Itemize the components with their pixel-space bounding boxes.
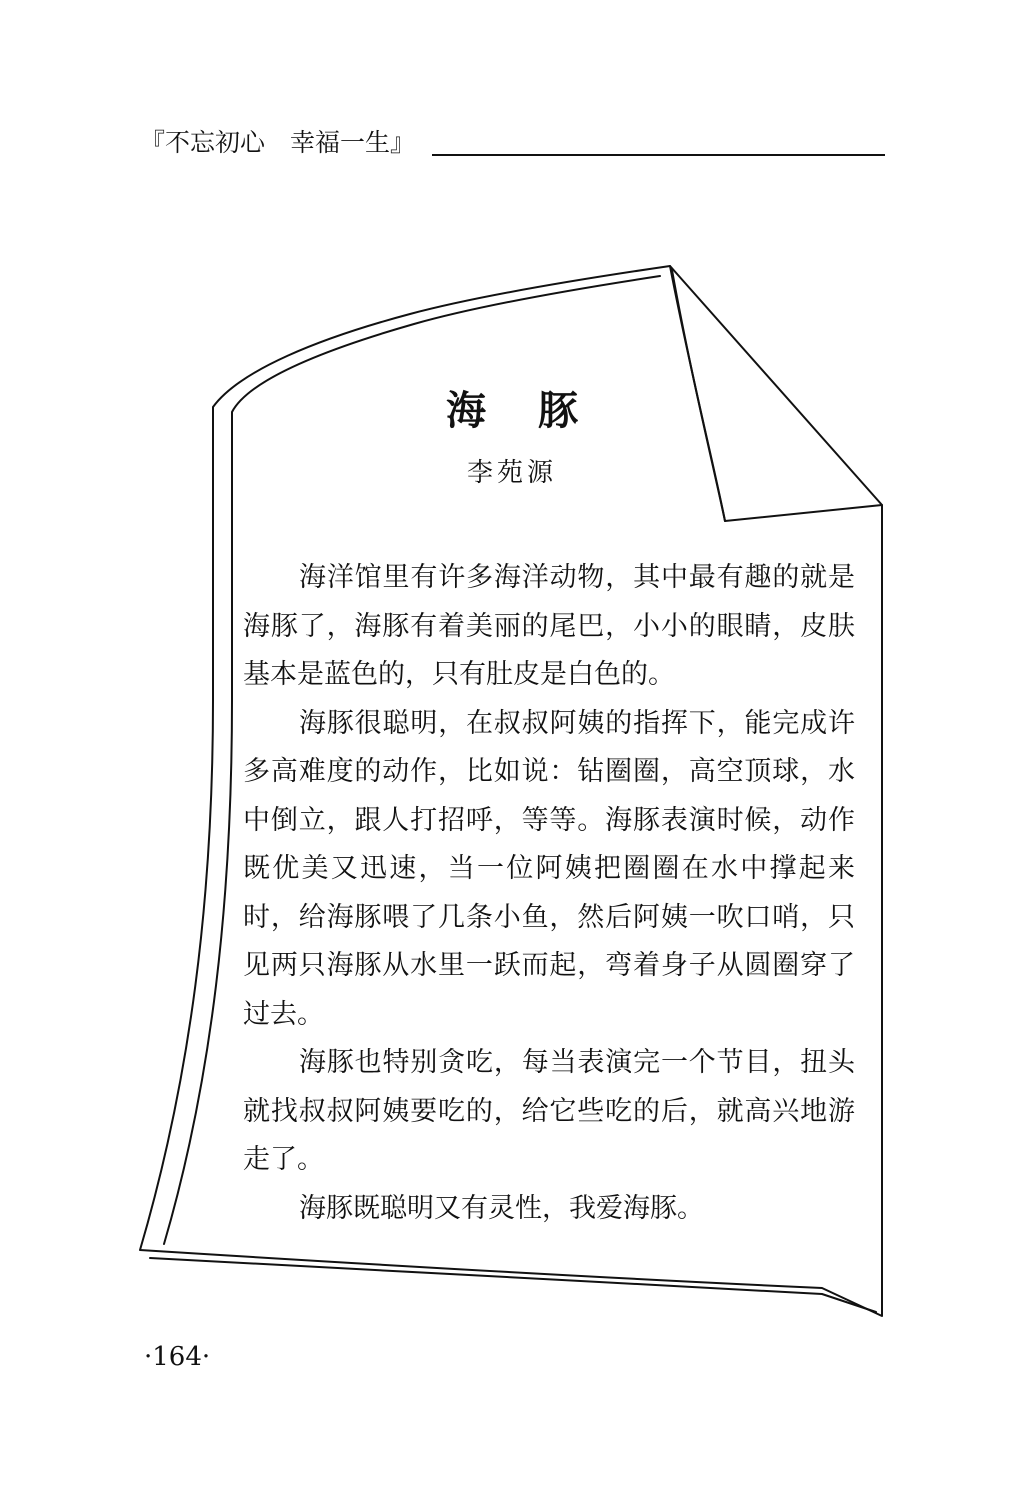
article-body <box>243 554 855 1233</box>
page-number: ·164· <box>144 1342 211 1372</box>
paragraph: 海豚很聪明，在叔叔阿姨的指挥下，能完成许多高难度的动作，比如说：钻圈圈，高空顶球，水中倒立，跟人打招呼，等等。海豚表演时候，动作既优美又迅速，当一位阿姨把圈圈在水中撑起来时，给海豚喂了几条小鱼，然后阿姨一吹口哨，只见两只海豚从水里一跃而起，弯着身子从圆圈穿了过去。 <box>243 707 855 1030</box>
paragraph: 海洋馆里有许多海洋动物，其中最有趣的就是海豚了，海豚有着美丽的尾巴，小小的眼睛，皮肤基本是蓝色的，只有肚皮是白色的。 <box>243 562 855 690</box>
article-author: 李苑源 <box>466 458 557 488</box>
paragraph: 海豚也特别贪吃，每当表演完一个节目，扭头就找叔叔阿姨要吃的，给它些吃的后，就高兴地游走了。 <box>243 1047 855 1175</box>
article-title: 海豚 <box>446 387 630 434</box>
running-header-title: 『不忘初心 幸福一生』 <box>140 128 416 157</box>
paragraph: 海豚既聪明又有灵性，我爱海豚。 <box>299 1192 704 1224</box>
